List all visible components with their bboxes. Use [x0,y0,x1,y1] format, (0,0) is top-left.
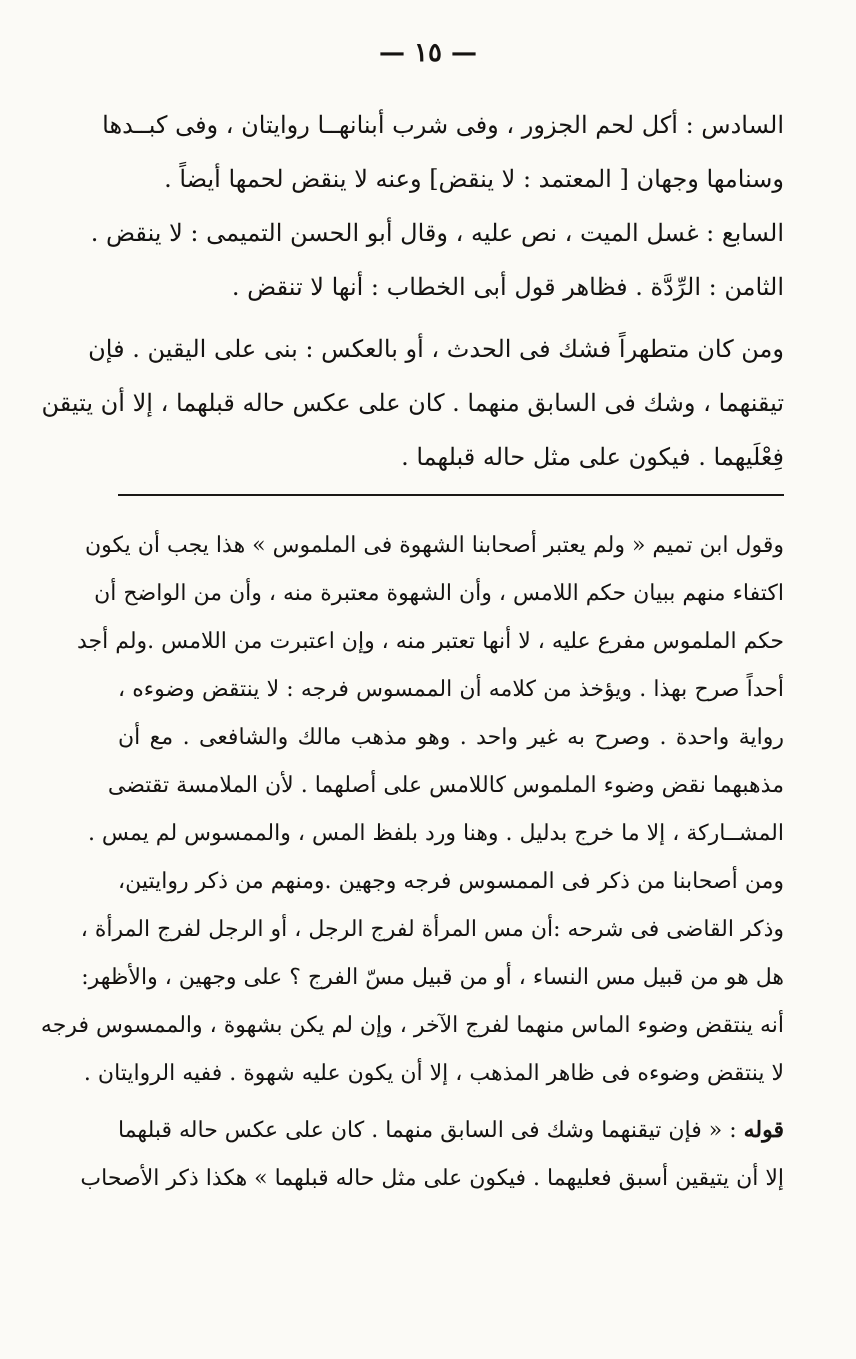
footnote-paragraph-qawluhu [80,1106,784,1203]
text-line: فِعْلَيهما . فيكون على مثل حاله قبلهما . [401,443,784,471]
text-line: وذكر القاضى فى شرحه :أن مس المرأة لفرج الرجل ، أو الرجل لفرج المرأة ، [80,917,784,942]
text-line: تيقنهما ، وشك فى السابق منهما . كان على عكس حاله قبلهما ، إلا أن يتيقن [41,389,784,417]
text-line: وقول ابن تميم « ولم يعتبر أصحابنا الشهوة فى الملموس » هذا يجب أن يكون [84,533,784,558]
main-text [41,98,784,484]
text-line: حكم الملموس مفرع عليه ، لا أنها تعتبر منه ، وإن اعتبرت من اللامس .ولم أجد [76,629,784,654]
main-paragraph-eighth [118,260,784,314]
text-line: ومن أصحابنا من ذكر فى الممسوس فرجه وجهين .ومنهم من ذكر روايتين، [118,869,784,894]
text-line: المشــاركة ، إلا ما خرج بدليل . وهنا ورد بلفظ المس ، والممسوس لم يمس . [87,821,784,846]
footnote-paragraph-qadi [40,858,784,1098]
footnote-lead-word: قوله [743,1117,784,1143]
text-line [118,1106,784,1155]
main-paragraph-seventh [90,206,784,260]
main-paragraph-doubt [41,322,784,484]
footnote-separator [118,494,784,496]
text-line: السابع : غسل الميت ، نص عليه ، وقال أبو الحسن التميمى : لا ينقض . [90,219,784,247]
footnote-paragraph-ibn-tamim [76,522,784,858]
main-paragraph-sixth [102,98,784,206]
text-line: أنه ينتقض وضوء الماس منهما لفرج الآخر ، وإن لم يكن بشهوة ، والممسوس فرجه [40,1013,784,1038]
footnotes [40,522,784,1203]
text-line: الثامن : الرِّدَّة . فظاهر قول أبى الخطاب : أنها لا تنقض . [231,273,784,301]
text-line-rest: : « فإن تيقنهما وشك فى السابق منهما . كان على عكس حاله قبلهما [118,1118,744,1143]
text-line: وسنامها وجهان [ المعتمد : لا ينقض] وعنه لا ينقض لحمها أيضاً . [164,165,784,193]
text-line: السادس : أكل لحم الجزور ، وفى شرب أبنانهــا روايتان ، وفى كبــدها [102,111,784,139]
text-line: مذهبهما نقض وضوء الملموس كاللامس على أصلهما . لأن الملامسة تقتضى [107,773,784,798]
text-line: أحداً صرح بهذا . ويؤخذ من كلامه أن الممسوس فرجه : لا ينتقض وضوءه ، [118,677,784,702]
text-line: رواية واحدة . وصرح به غير واحد . وهو مذهب مالك والشافعى . مع أن [118,725,784,750]
text-line: لا ينتقض وضوءه فى ظاهر المذهب ، إلا أن يكون عليه شهوة . ففيه الروايتان . [83,1061,784,1086]
text-line: ومن كان متطهراً فشك فى الحدث ، أو بالعكس : بنى على اليقين . فإن [88,335,784,363]
text-line: هل هو من قبيل مس النساء ، أو من قبيل مسّ الفرج ؟ على وجهين ، والأظهر: [81,965,784,990]
text-line: إلا أن يتيقين أسبق فعليهما . فيكون على مثل حاله قبلهما » هكذا ذكر الأصحاب [80,1166,784,1191]
page-number: — ١٥ — [378,38,478,68]
text-line: اكتفاء منهم ببيان حكم اللامس ، وأن الشهوة معتبرة منه ، وأن من الواضح أن [94,581,784,606]
